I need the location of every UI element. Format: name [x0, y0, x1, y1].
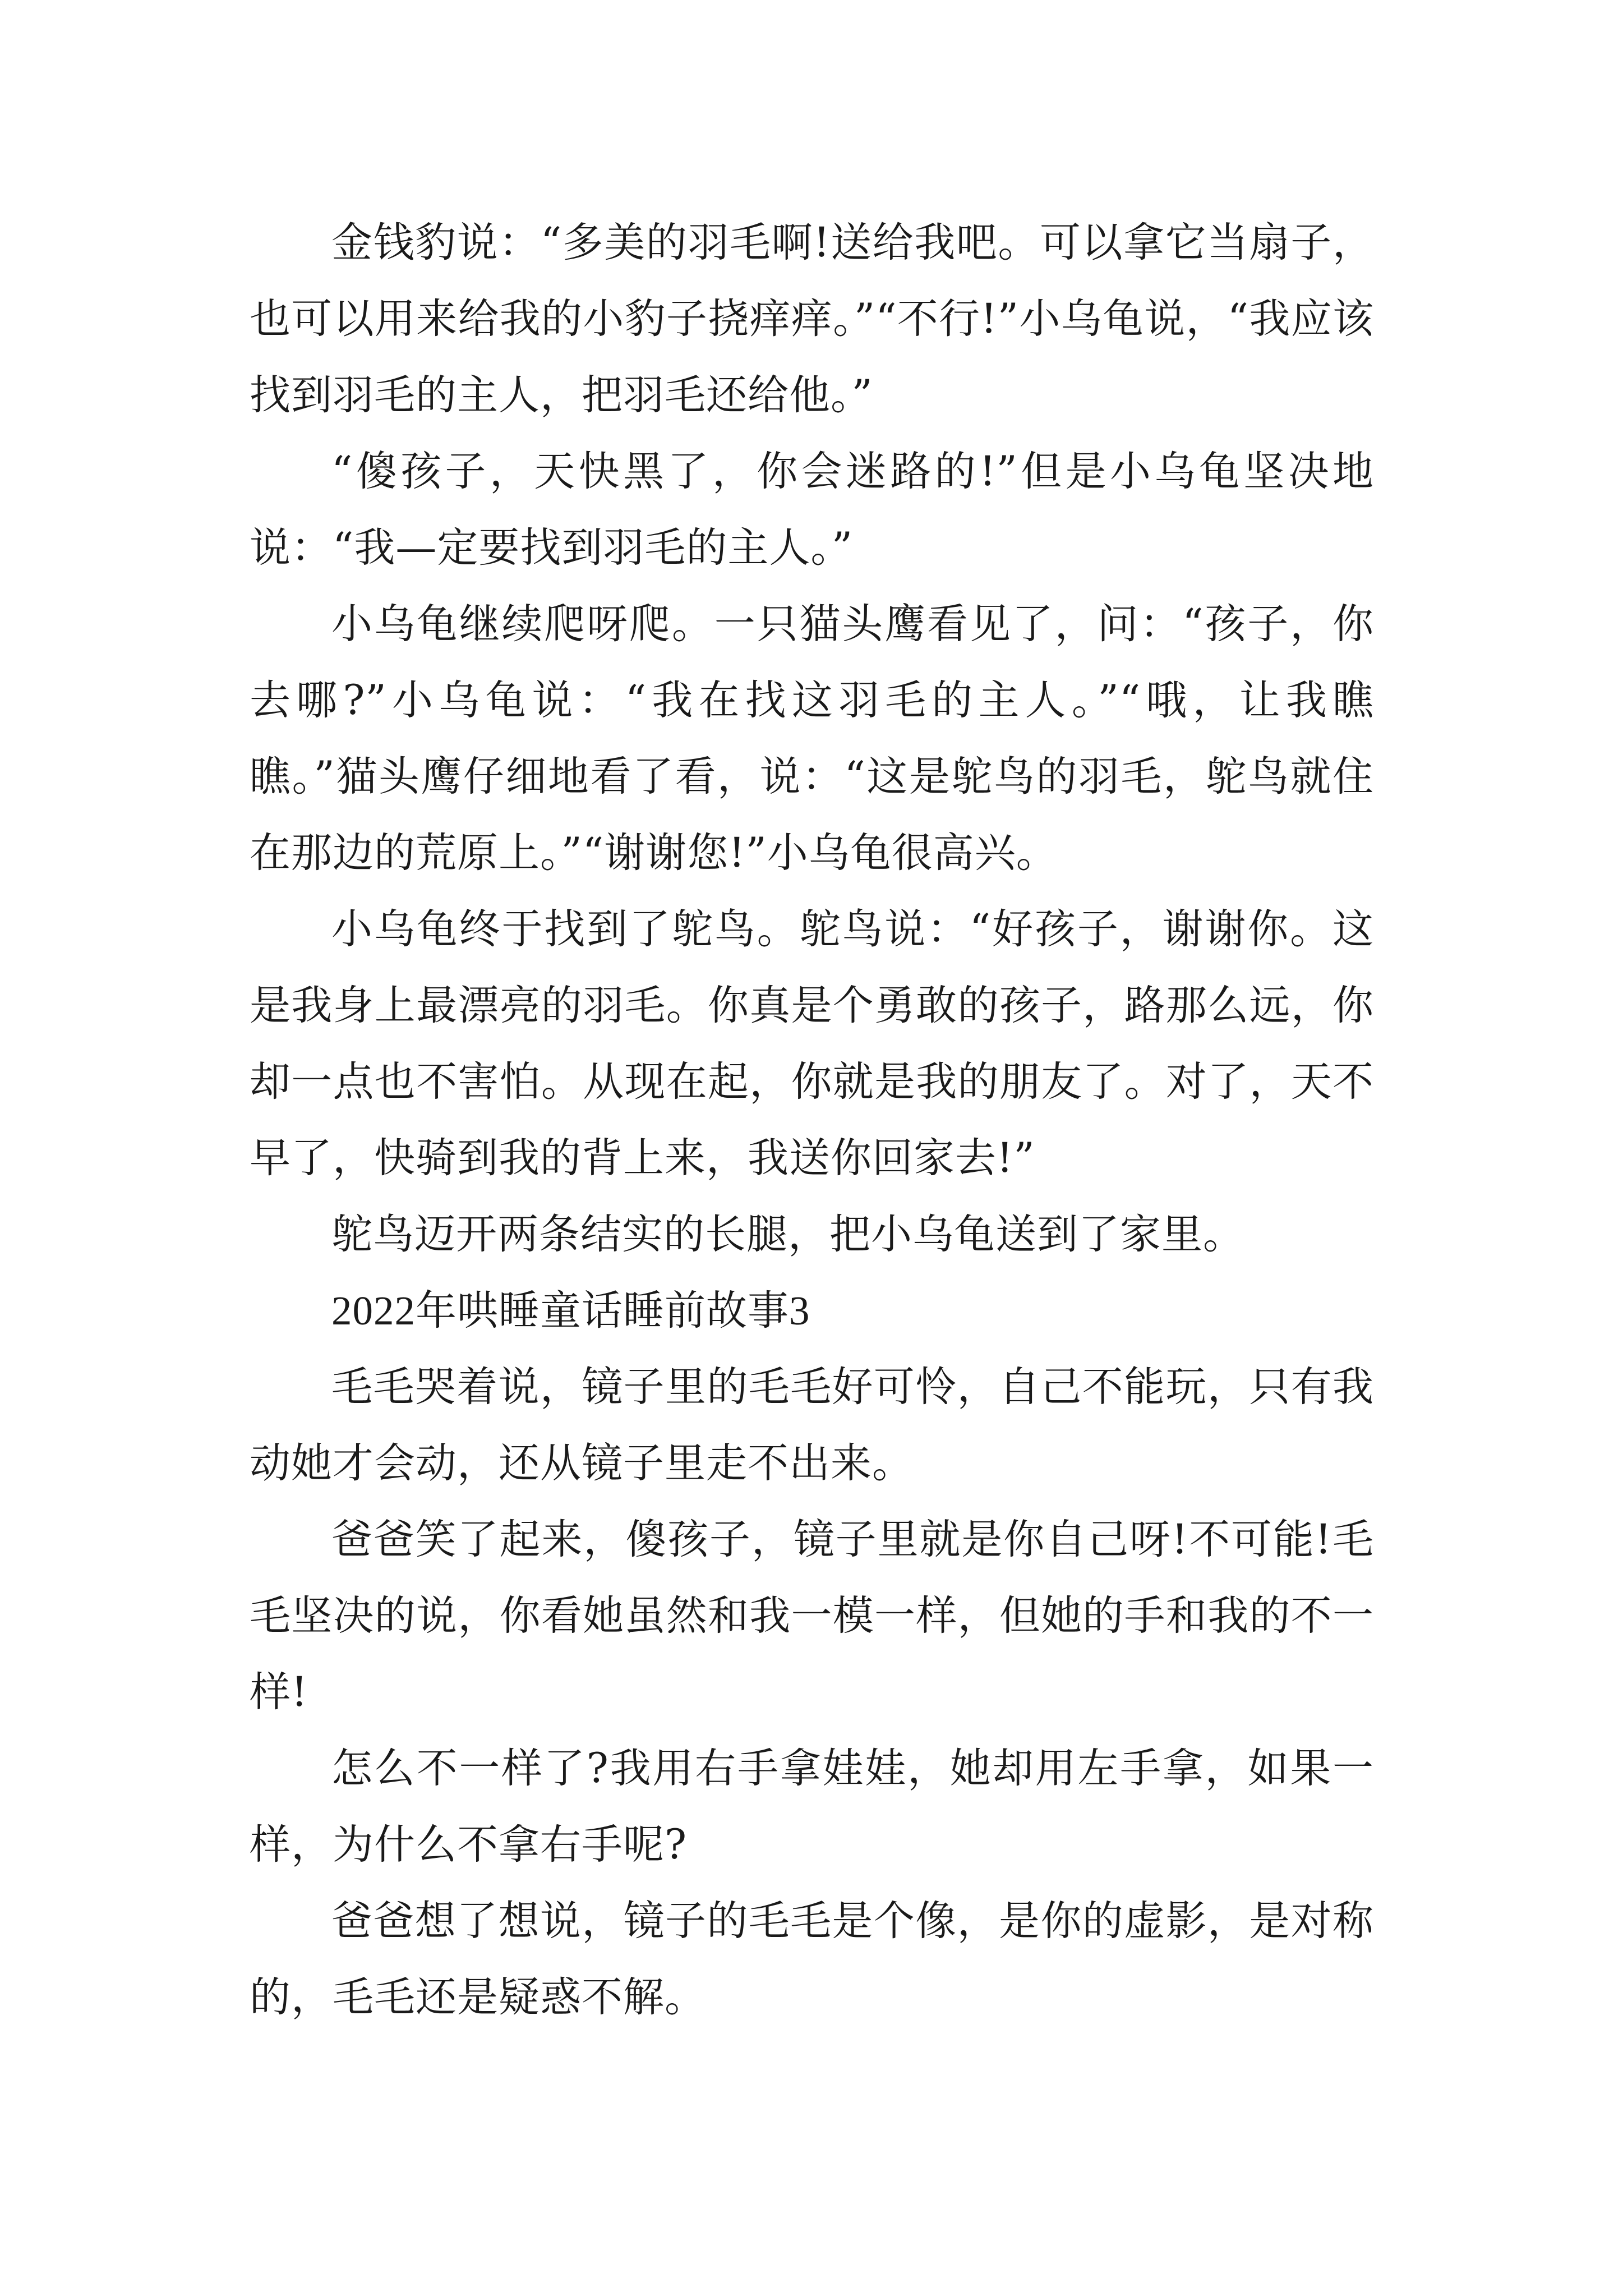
- story-heading: 2022年哄睡童话睡前故事3: [331, 1288, 810, 1333]
- paragraph-ostrich: 小乌龟终于找到了鸵鸟。鸵鸟说：“好孩子，谢谢你。这是我身上最漂亮的羽毛。你真是个勇敢的孩子，路那么远，你却一点也不害怕。从现在起，你就是我的朋友了。对了，天不早了，快骑到我的背上来，我送你回家去!”: [250, 905, 1374, 1182]
- document-body: [250, 205, 1374, 2036]
- paragraph-ride-home: 鸵鸟迈开两条结实的长腿，把小乌龟送到了家里。: [331, 1211, 1244, 1258]
- paragraph-left-right: 怎么不一样了?我用右手拿娃娃，她却用左手拿，如果一样，为什么不拿右手呢?: [250, 1745, 1374, 1869]
- paragraph-silly-child: “傻孩子，天快黑了，你会迷路的!”但是小乌龟坚决地说：“我—定要找到羽毛的主人。”: [250, 448, 1374, 572]
- paragraph-mirror-cry: 毛毛哭着说，镜子里的毛毛好可怜，自己不能玩，只有我动她才会动，还从镜子里走不出来。: [250, 1363, 1374, 1487]
- paragraph-leopard: 金钱豹说：“多美的羽毛啊!送给我吧。可以拿它当扇子，也可以用来给我的小豹子挠痒痒。”“不行!”小乌龟说，“我应该找到羽毛的主人，把羽毛还给他。”: [250, 219, 1374, 419]
- paragraph-owl: 小乌龟继续爬呀爬。一只猫头鹰看见了，问：“孩子，你去哪?”小乌龟说：“我在找这羽毛的主人。”“哦，让我瞧瞧。”猫头鹰仔细地看了看，说：“这是鸵鸟的羽毛，鸵鸟就住在那边的荒原上。”“谢谢您!”小乌龟很高兴。: [250, 600, 1374, 877]
- paragraph-father-laughs: 爸爸笑了起来，傻孩子，镜子里就是你自己呀!不可能!毛毛坚决的说，你看她虽然和我一模一样，但她的手和我的不一样!: [250, 1516, 1374, 1716]
- paragraph-symmetry: 爸爸想了想说，镜子的毛毛是个像，是你的虚影，是对称的，毛毛还是疑惑不解。: [250, 1897, 1374, 2021]
